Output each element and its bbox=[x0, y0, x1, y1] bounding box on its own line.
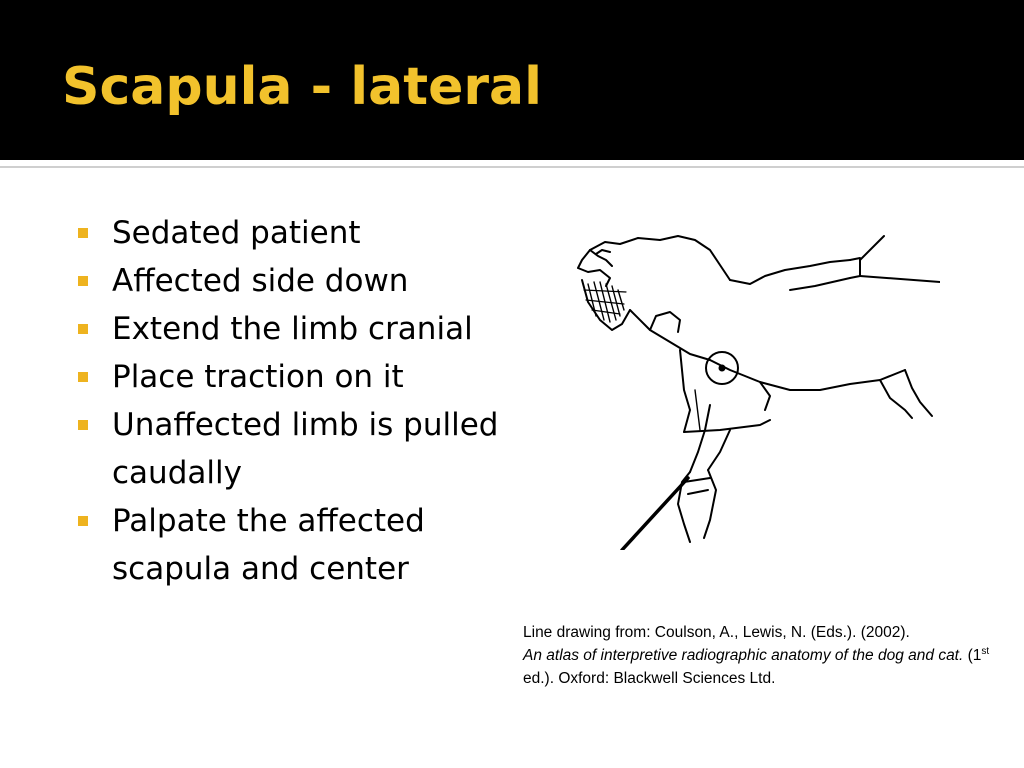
square-bullet-icon bbox=[78, 516, 88, 526]
bullet-text: Place traction on it bbox=[112, 359, 404, 395]
caption-edition-open: (1 bbox=[963, 647, 982, 664]
bullet-item bbox=[76, 257, 516, 305]
caption-edition-sup: st bbox=[981, 645, 990, 657]
bullet-list bbox=[76, 209, 516, 593]
square-bullet-icon bbox=[78, 372, 88, 382]
caption-edition-rest: ed.). Oxford: Blackwell Sciences Ltd. bbox=[523, 670, 776, 687]
figure-caption bbox=[523, 621, 993, 690]
square-bullet-icon bbox=[78, 276, 88, 286]
bullet-item bbox=[76, 401, 516, 497]
bullet-text: Sedated patient bbox=[112, 215, 361, 251]
title-divider bbox=[0, 160, 1024, 168]
slide-title: Scapula - lateral bbox=[62, 57, 542, 117]
dog-positioning-line-drawing bbox=[560, 220, 940, 550]
bullet-item bbox=[76, 353, 516, 401]
caption-book-title: An atlas of interpretive radiographic anatomy of the dog and cat. bbox=[523, 647, 964, 664]
bullet-text: Palpate the affected scapula and center bbox=[112, 503, 425, 587]
bullet-item bbox=[76, 305, 516, 353]
square-bullet-icon bbox=[78, 228, 88, 238]
square-bullet-icon bbox=[78, 324, 88, 334]
bullet-text: Unaffected limb is pulled caudally bbox=[112, 407, 499, 491]
bullet-text: Affected side down bbox=[112, 263, 409, 299]
caption-source: Line drawing from: Coulson, A., Lewis, N. (Eds.). (2002). bbox=[523, 624, 910, 641]
bullet-text: Extend the limb cranial bbox=[112, 311, 473, 347]
title-bar bbox=[0, 0, 1024, 160]
bullet-item bbox=[76, 209, 516, 257]
square-bullet-icon bbox=[78, 420, 88, 430]
bullet-item bbox=[76, 497, 516, 593]
